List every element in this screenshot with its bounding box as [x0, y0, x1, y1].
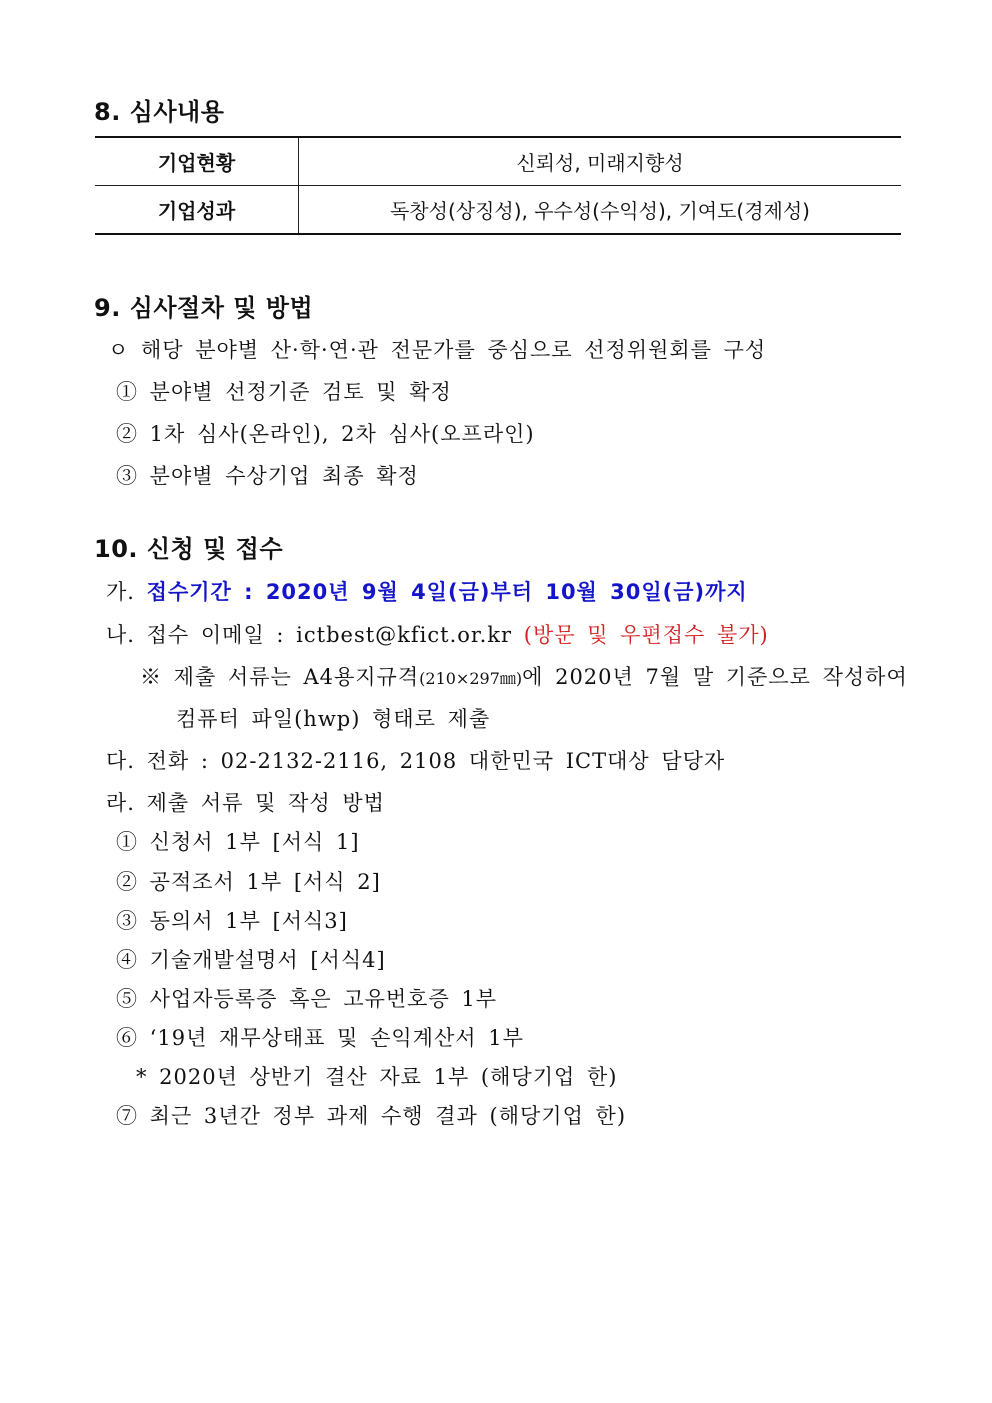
submission-note-part: ※ 제출 서류는 A4용지규격 [140, 665, 420, 689]
document-item: ① 신청서 1부 [서식 1] [116, 830, 360, 854]
submission-note-cont: 컴퓨터 파일(hwp) 형태로 제출 [176, 707, 491, 731]
submission-note [140, 661, 908, 691]
application-email: 나. 접수 이메일 : ictbest@kfict.or.kr [106, 623, 513, 647]
procedure-step: ③ 분야별 수상기업 최종 확정 [116, 464, 419, 488]
no-visit-notice: (방문 및 우편접수 불가) [523, 623, 769, 647]
paper-size: (210×297㎜) [419, 669, 523, 688]
procedure-step: ② 1차 심사(온라인), 2차 심사(오프라인) [116, 422, 535, 446]
review-criteria-table [95, 136, 901, 235]
document-item: ⑥ ‘19년 재무상태표 및 손익계산서 1부 [116, 1026, 524, 1050]
contact-phone: 다. 전화 : 02-2132-2116, 2108 대한민국 ICT대상 담당자 [106, 749, 726, 773]
application-email-line [106, 619, 769, 649]
list-marker: 가. [106, 580, 135, 604]
document-item: ⑤ 사업자등록증 혹은 고유번호증 1부 [116, 987, 498, 1011]
application-period: 접수기간 : 2020년 9월 4일(금)부터 10월 30일(금)까지 [146, 580, 748, 604]
procedure-step: ① 분야별 선정기준 검토 및 확정 [116, 380, 452, 404]
documents-heading: 라. 제출 서류 및 작성 방법 [106, 791, 385, 815]
table-cell-key: 기업현황 [95, 137, 299, 186]
section-8-title: 8. 심사내용 [94, 98, 225, 126]
document-item: ⑦ 최근 3년간 정부 과제 수행 결과 (해당기업 한) [116, 1104, 627, 1128]
table-cell-value: 독창성(상징성), 우수성(수익성), 기여도(경제성) [299, 186, 902, 235]
document-item: ③ 동의서 1부 [서식3] [116, 909, 348, 933]
document-item: ② 공적조서 1부 [서식 2] [116, 870, 381, 894]
document-item: ④ 기술개발설명서 [서식4] [116, 948, 386, 972]
document-subitem: * 2020년 상반기 결산 자료 1부 (해당기업 한) [136, 1065, 618, 1089]
table-cell-value: 신뢰성, 미래지향성 [299, 137, 902, 186]
section-9-title: 9. 심사절차 및 방법 [94, 294, 314, 322]
procedure-intro: ㅇ 해당 분야별 산·학·연·관 전문가를 중심으로 선정위원회를 구성 [108, 338, 767, 362]
table-row [95, 137, 901, 186]
section-10-title: 10. 신청 및 접수 [94, 535, 284, 563]
table-cell-key: 기업성과 [95, 186, 299, 235]
application-period-line [106, 576, 748, 606]
submission-note-part: 에 2020년 7월 말 기준으로 작성하여 [522, 665, 908, 689]
table-row [95, 186, 901, 235]
